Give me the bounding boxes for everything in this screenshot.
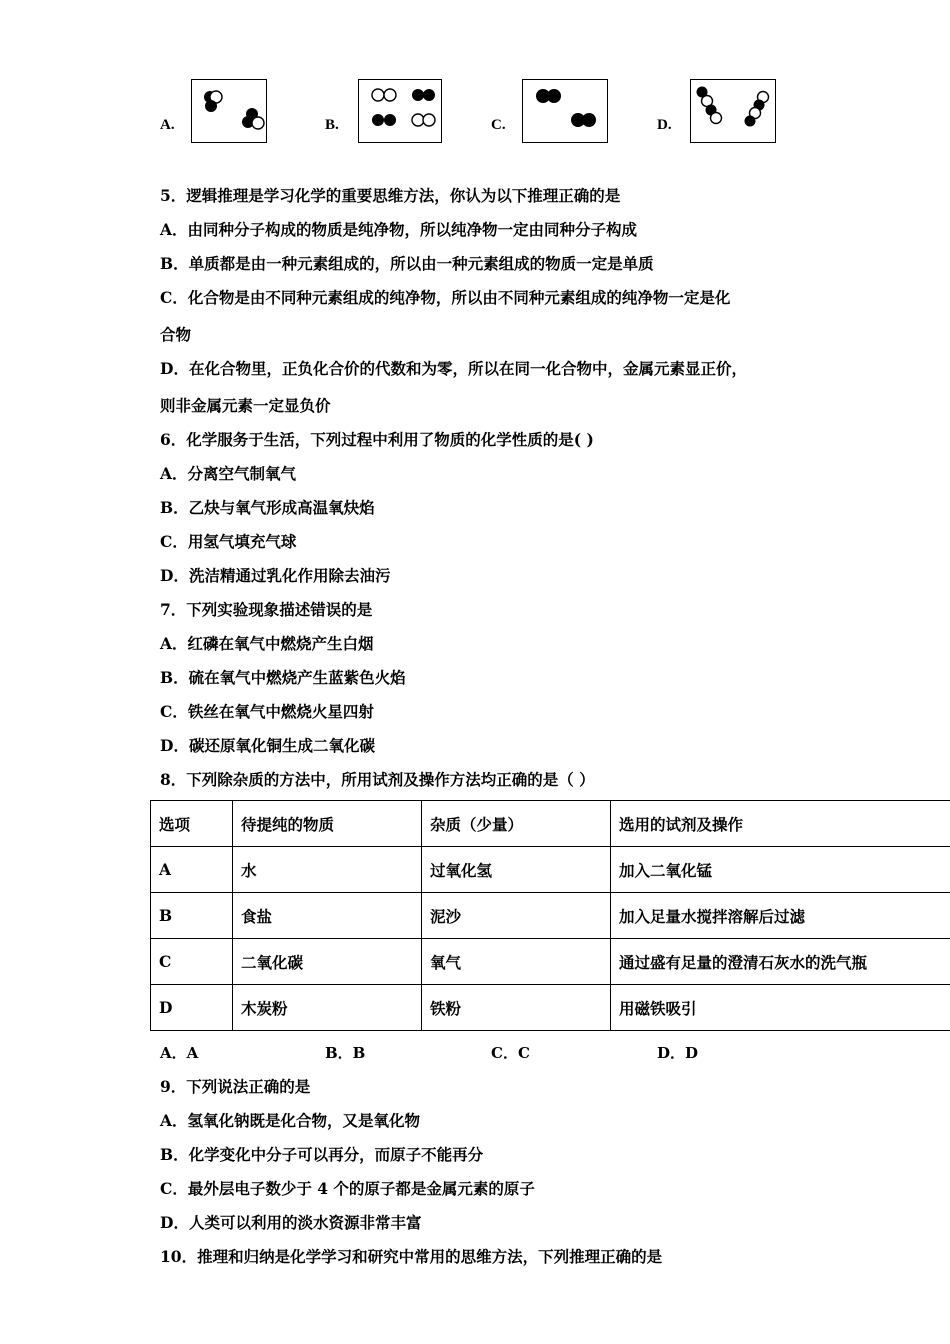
q8-option-a[interactable]: A．A (160, 1044, 199, 1062)
table-cell: 过氧化氢 (422, 847, 611, 893)
q9-option-c[interactable]: C．最外层电子数少于 4 个的原子都是金属元素的原子 (160, 1179, 535, 1198)
molecule-diagram-b-icon (358, 79, 442, 143)
table-header-row (151, 801, 950, 847)
table-cell: 水 (233, 847, 422, 893)
molecule-diagram-c-icon (522, 79, 608, 143)
q9-stem: 9．下列说法正确的是 (160, 1077, 311, 1096)
q7-option-a[interactable]: A．红磷在氧气中燃烧产生白烟 (160, 634, 374, 653)
q9-option-d[interactable]: D．人类可以利用的淡水资源非常丰富 (160, 1213, 422, 1232)
q7-option-c[interactable]: C．铁丝在氧气中燃烧火星四射 (160, 702, 374, 721)
table-cell: 加入足量水搅拌溶解后过滤 (611, 893, 950, 939)
q9-option-b[interactable]: B．化学变化中分子可以再分，而原子不能再分 (160, 1145, 484, 1164)
q10-stem: 10．推理和归纳是化学学习和研究中常用的思维方法，下列推理正确的是 (160, 1247, 663, 1266)
q7-option-d[interactable]: D．碳还原氧化铜生成二氧化碳 (160, 736, 375, 755)
q5-option-d[interactable]: D．在化合物里，正负化合价的代数和为零，所以在同一化合物中，金属元素显正价， (160, 359, 747, 378)
q6-stem: 6．化学服务于生活，下列过程中利用了物质的化学性质的是( ) (160, 430, 594, 449)
q8-option-d[interactable]: D．D (657, 1044, 699, 1062)
table-cell: 泥沙 (422, 893, 611, 939)
table-cell: D (151, 985, 233, 1031)
table-row (151, 847, 950, 893)
table-cell: A (151, 847, 233, 893)
table-header-cell: 待提纯的物质 (233, 801, 422, 847)
table-cell: C (151, 939, 233, 985)
table-cell: B (151, 893, 233, 939)
table-header-cell: 杂质（少量） (422, 801, 611, 847)
table-header-cell: 选项 (151, 801, 233, 847)
q6-option-b[interactable]: B．乙炔与氧气形成高温氧炔焰 (160, 498, 375, 517)
molecule-diagram-a-icon (191, 79, 267, 143)
q4-option-a-label[interactable]: A. (160, 117, 175, 133)
table-cell: 食盐 (233, 893, 422, 939)
table-cell: 木炭粉 (233, 985, 422, 1031)
q5-option-c-continued: 合物 (160, 325, 192, 344)
q8-table (150, 800, 950, 1031)
q4-option-c-label[interactable]: C. (491, 117, 506, 133)
table-cell: 通过盛有足量的澄清石灰水的洗气瓶 (611, 939, 950, 985)
q5-option-a[interactable]: A．由同种分子构成的物质是纯净物，所以纯净物一定由同种分子构成 (160, 220, 638, 239)
table-cell: 二氧化碳 (233, 939, 422, 985)
q6-option-c[interactable]: C．用氢气填充气球 (160, 532, 297, 551)
q5-option-c[interactable]: C．化合物是由不同种元素组成的纯净物，所以由不同种元素组成的纯净物一定是化 (160, 288, 731, 307)
q7-option-b[interactable]: B．硫在氧气中燃烧产生蓝紫色火焰 (160, 668, 406, 687)
q8-option-c[interactable]: C．C (491, 1044, 530, 1062)
q5-option-d-continued: 则非金属元素一定显负价 (160, 396, 331, 415)
q5-stem: 5．逻辑推理是学习化学的重要思维方法，你认为以下推理正确的是 (160, 186, 621, 205)
q8-option-b[interactable]: B．B (325, 1044, 366, 1062)
q4-option-b-label[interactable]: B. (325, 117, 339, 133)
table-cell: 用磁铁吸引 (611, 985, 950, 1031)
q9-option-a[interactable]: A．氢氧化钠既是化合物，又是氧化物 (160, 1111, 421, 1130)
q7-stem: 7．下列实验现象描述错误的是 (160, 600, 373, 619)
table-cell: 氧气 (422, 939, 611, 985)
q6-option-a[interactable]: A．分离空气制氧气 (160, 464, 297, 483)
table-row (151, 893, 950, 939)
table-row (151, 939, 950, 985)
table-row (151, 985, 950, 1031)
table-cell: 加入二氧化锰 (611, 847, 950, 893)
molecule-diagram-d-icon (690, 79, 776, 143)
q4-option-d-label[interactable]: D. (657, 117, 672, 133)
table-header-cell: 选用的试剂及操作 (611, 801, 950, 847)
q6-option-d[interactable]: D．洗洁精通过乳化作用除去油污 (160, 566, 391, 585)
table-cell: 铁粉 (422, 985, 611, 1031)
q5-option-b[interactable]: B．单质都是由一种元素组成的，所以由一种元素组成的物质一定是单质 (160, 254, 654, 273)
q8-stem: 8．下列除杂质的方法中，所用试剂及操作方法均正确的是（ ） (160, 770, 595, 789)
